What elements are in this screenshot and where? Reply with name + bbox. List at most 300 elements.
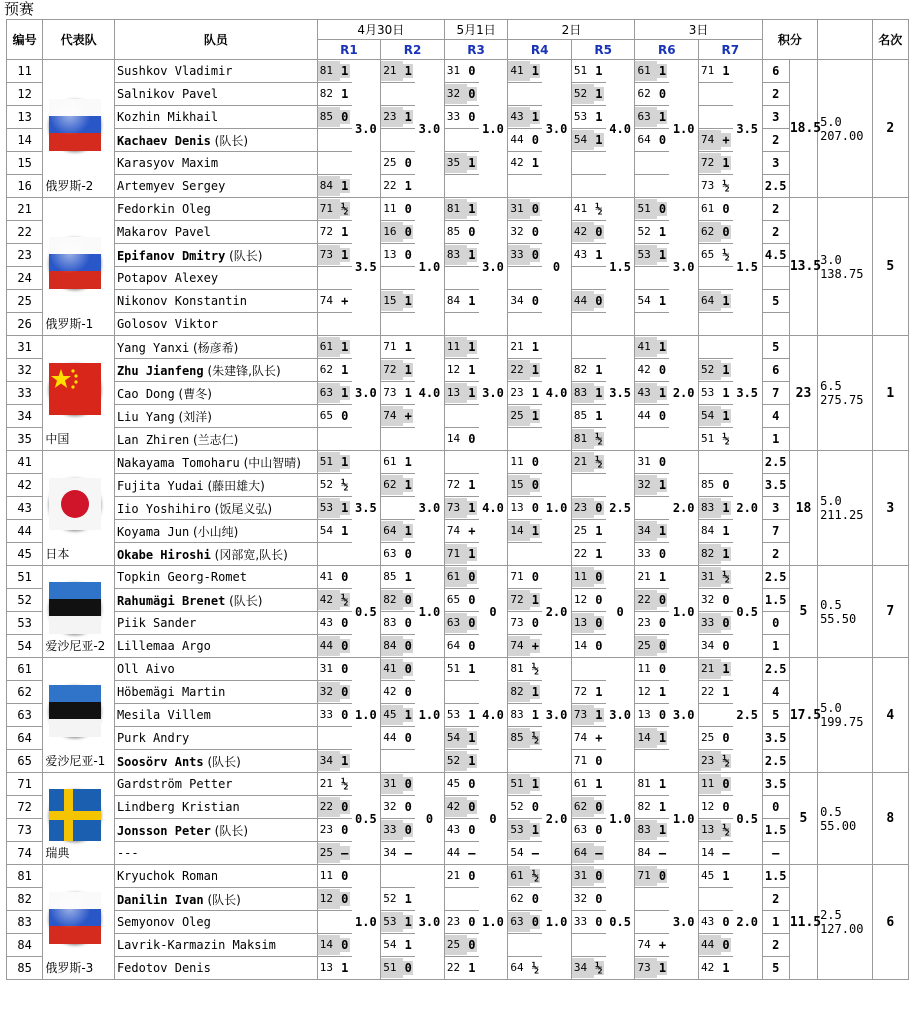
game-cell-r7 [699,819,733,842]
game-result: 1 [531,386,539,400]
player-row [7,244,909,267]
game-cell-r4 [508,612,542,635]
game-cell-r1 [317,658,351,681]
player-name-text: Artemyev Sergey [116,179,226,193]
opponent-number: 14 [635,728,657,748]
game-cell-r5 [571,152,605,175]
game-result: 0 [722,800,730,814]
player-name [114,336,317,359]
opponent-number: 41 [573,202,588,215]
game-cell-r4 [508,658,542,681]
game-cell-r2 [381,957,415,980]
game-result: + [404,409,412,423]
team-cell [43,336,115,451]
game-cell-r2 [381,750,415,773]
player-number: 26 [7,313,43,336]
player-points: 2 [762,221,789,244]
tiebreak-2: 275.75 [820,393,864,407]
game-result: 0 [468,616,476,630]
game-cell-r4 [508,566,542,589]
game-cell-r2 [381,658,415,681]
game-cell-r3 [444,244,478,267]
game-result: 0 [658,409,667,423]
player-name-text: Höbemägi Martin [116,685,226,699]
team-name: 俄罗斯-2 [45,178,94,193]
opponent-number: 12 [446,363,461,376]
player-name [114,612,317,635]
opponent-number: 71 [635,866,657,886]
game-cell-r2 [381,796,415,819]
opponent-number: 31 [508,199,530,219]
opponent-number: 71 [383,340,397,353]
team-rank: 5 [872,198,908,336]
opponent-number: 85 [383,570,397,583]
game-cell-r6 [635,198,669,221]
game-result: + [658,938,667,952]
opponent-number: 74 [699,130,721,150]
player-name [114,635,317,658]
game-result: 1 [341,501,349,515]
player-points: 5 [762,957,789,980]
game-cell-r1 [317,106,351,129]
game-cell-r6 [635,796,669,819]
game-result: 1 [404,915,412,929]
opponent-number: 42 [510,156,524,169]
game-cell-r5 [571,221,605,244]
game-cell-r4 [508,267,542,290]
player-row [7,451,909,474]
game-cell-r3 [444,911,478,934]
opponent-number: 11 [383,202,397,215]
game-cell-r3 [444,451,478,474]
opponent-number: 22 [508,360,530,380]
game-cell-r2 [381,290,415,313]
team-rank: 1 [872,336,908,451]
opponent-number: 22 [446,961,461,974]
opponent-number: 33 [573,915,588,928]
game-cell-r3 [444,681,478,704]
game-cell-r4 [508,60,542,83]
player-points: 6 [762,359,789,382]
game-cell-r2 [381,543,415,566]
game-cell-r3 [444,612,478,635]
game-cell-r1 [317,382,351,405]
opponent-number: 84 [701,524,715,537]
opponent-number: 72 [573,685,588,698]
player-name [114,704,317,727]
opponent-number: 22 [383,179,397,192]
round-team-total: 0.5 [733,566,762,658]
game-cell-r2 [381,428,415,451]
round-team-total: 2.5 [606,451,635,566]
player-number: 81 [7,865,43,888]
game-result: ½ [531,961,539,975]
game-cell-r1 [317,497,351,520]
game-cell-r4 [508,106,542,129]
opponent-number: 65 [319,409,333,422]
round-team-total: 3.0 [542,60,571,198]
player-row [7,428,909,451]
round-header-4: R4 [508,40,572,60]
game-result: 1 [468,754,476,768]
game-result: 1 [658,64,667,78]
player-points: 2 [762,888,789,911]
opponent-number: 32 [701,593,715,606]
game-cell-r3 [444,313,478,336]
tiebreak-cell [818,336,872,451]
game-cell-r5 [571,198,605,221]
opponent-number: 16 [381,222,403,242]
player-number: 11 [7,60,43,83]
opponent-number: 15 [381,291,403,311]
player-name-text: Jonsson Peter [116,823,211,838]
game-cell-r6 [635,635,669,658]
game-result: 0 [468,570,476,584]
round-team-total: 1.0 [415,658,444,773]
round-team-total: 1.0 [669,60,698,198]
game-result: 1 [595,685,603,699]
opponent-number: 42 [445,797,467,817]
player-name [114,543,317,566]
opponent-number: 33 [637,547,651,560]
opponent-number: 53 [446,708,461,721]
opponent-number: 71 [701,64,715,77]
opponent-number: 84 [637,846,651,859]
game-result: 1 [595,524,603,538]
player-name [114,727,317,750]
player-name [114,152,317,175]
game-cell-r7 [699,727,733,750]
player-points: 7 [762,520,789,543]
player-row [7,727,909,750]
round-team-total: 3.0 [352,336,381,451]
player-number: 15 [7,152,43,175]
opponent-number: 25 [445,935,467,955]
player-row [7,267,909,290]
game-cell-r1 [317,819,351,842]
game-cell-r7 [699,198,733,221]
player-name-text: Danilin Ivan [116,892,204,907]
round-team-total: 1.5 [606,198,635,336]
header-player: 队员 [114,20,317,60]
player-name [114,957,317,980]
game-result: + [531,639,539,653]
team-points: 13.5 [789,198,817,336]
game-cell-r5 [571,129,605,152]
player-row [7,497,909,520]
opponent-number: 31 [381,774,403,794]
game-cell-r6 [635,566,669,589]
player-row [7,635,909,658]
game-cell-r6 [635,727,669,750]
round-team-total: 0 [415,773,444,865]
game-cell-r3 [444,60,478,83]
game-cell-r7 [699,911,733,934]
game-cell-r7 [699,612,733,635]
player-name [114,796,317,819]
flag-icon-russia [49,237,101,289]
opponent-number: 13 [319,961,333,974]
game-result: 1 [404,340,412,354]
game-cell-r4 [508,727,542,750]
opponent-number: 85 [318,107,340,127]
opponent-number: 44 [510,133,524,146]
opponent-number: 51 [635,199,657,219]
game-result: 0 [404,685,412,699]
round-team-total: 4.0 [415,336,444,451]
player-number: 62 [7,681,43,704]
game-cell-r2 [381,888,415,911]
game-result: 0 [468,915,476,929]
round-team-total: 2.5 [733,658,762,773]
game-cell-r1 [317,474,351,497]
game-cell-r4 [508,888,542,911]
opponent-number: 43 [446,823,461,836]
opponent-number: 85 [508,728,530,748]
game-cell-r7 [699,244,733,267]
opponent-number: 21 [319,777,333,790]
round-team-total: 1.0 [542,451,571,566]
game-cell-r1 [317,957,351,980]
player-name [114,451,317,474]
game-cell-r2 [381,566,415,589]
player-number: 65 [7,750,43,773]
player-number: 84 [7,934,43,957]
team-name: 瑞典 [45,845,70,860]
game-cell-r6 [635,957,669,980]
game-result: 0 [595,892,603,906]
round-team-total: 3.5 [352,198,381,336]
game-result: 1 [341,363,349,377]
opponent-number: 44 [383,731,397,744]
game-result: 1 [468,386,476,400]
player-name-text: Lindberg Kristian [116,800,240,814]
opponent-number: 43 [573,248,588,261]
game-cell-r7 [699,83,733,106]
player-row [7,589,909,612]
game-cell-r6 [635,152,669,175]
opponent-number: 33 [319,708,333,721]
game-result: 1 [468,202,476,216]
player-points: 2.5 [762,750,789,773]
game-cell-r7 [699,681,733,704]
game-cell-r5 [571,911,605,934]
game-result: 0 [341,110,349,124]
player-name-text: --- [116,846,139,860]
game-result: 0 [404,225,412,239]
player-name [114,405,317,428]
opponent-number: 63 [318,383,340,403]
opponent-number: 74 [637,938,651,951]
opponent-number: 73 [701,179,715,192]
player-name [114,175,317,198]
game-result: 0 [658,869,667,883]
game-result: 0 [468,869,476,883]
game-cell-r5 [571,773,605,796]
opponent-number: 82 [508,682,530,702]
game-cell-r3 [444,428,478,451]
round-team-total: 2.0 [542,773,571,865]
header-date-2: 5月1日 [444,20,508,40]
game-result: ½ [531,869,539,883]
player-number: 43 [7,497,43,520]
player-name-note: (藤田雄大) [203,478,265,493]
tiebreak-1: 0.5 [820,597,842,612]
game-result: 1 [404,363,412,377]
player-name-note: (队长) [210,133,249,148]
game-result: ½ [722,570,730,584]
game-result: 1 [722,869,730,883]
team-points: 18 [789,451,817,566]
player-name-note: (杨彦希) [189,340,239,355]
tiebreak-cell [818,658,872,773]
player-name [114,474,317,497]
game-result: 0 [658,547,667,561]
player-name-text: Gardström Petter [116,777,233,791]
game-cell-r5 [571,635,605,658]
player-name-text: Iio Yoshihiro [116,501,211,516]
opponent-number: 83 [445,245,467,265]
opponent-number: 23 [319,823,333,836]
game-result: 1 [468,547,476,561]
opponent-number: 62 [381,475,403,495]
game-result: 1 [722,685,730,699]
game-cell-r3 [444,129,478,152]
opponent-number: 74 [508,636,530,656]
game-cell-r2 [381,451,415,474]
game-result: ½ [531,662,539,676]
round-team-total: 2.0 [542,566,571,658]
game-cell-r3 [444,566,478,589]
opponent-number: 53 [635,245,657,265]
game-cell-r3 [444,704,478,727]
opponent-number: 74 [381,406,403,426]
game-cell-r5 [571,175,605,198]
player-points: 3.5 [762,474,789,497]
opponent-number: 11 [637,662,651,675]
flag-icon-sweden [49,789,101,841]
opponent-number: 23 [446,915,461,928]
game-cell-r3 [444,267,478,290]
player-name [114,566,317,589]
opponent-number: 14 [573,639,588,652]
opponent-number: 62 [572,797,594,817]
game-cell-r6 [635,106,669,129]
game-cell-r4 [508,796,542,819]
game-result: 0 [404,662,412,676]
player-row [7,888,909,911]
game-result: 1 [404,570,412,584]
game-cell-r4 [508,129,542,152]
opponent-number: 32 [510,225,524,238]
game-result: 0 [531,800,539,814]
game-cell-r7 [699,957,733,980]
opponent-number: 22 [635,590,657,610]
player-name-note: (队长) [203,892,241,907]
game-cell-r1 [317,221,351,244]
player-name-text: Nikonov Konstantin [116,294,247,308]
round-header-7: R7 [699,40,763,60]
opponent-number: 73 [635,958,657,978]
game-cell-r4 [508,359,542,382]
game-result: 1 [404,179,412,193]
game-cell-r7 [699,428,733,451]
player-row [7,474,909,497]
opponent-number: 31 [446,64,461,77]
player-name-text: Kozhin Mikhail [116,110,219,124]
game-cell-r2 [381,198,415,221]
game-result: 0 [404,202,412,216]
player-name-text: Koyama Jun [116,524,190,539]
opponent-number: 84 [446,294,461,307]
opponent-number: 13 [637,708,651,721]
opponent-number: 12 [318,889,340,909]
game-result: 1 [468,294,476,308]
game-cell-r1 [317,405,351,428]
player-points: 3 [762,497,789,520]
round-team-total: 4.0 [479,451,508,566]
tiebreak-2: 127.00 [820,922,864,936]
opponent-number: 21 [699,659,721,679]
player-row [7,83,909,106]
game-result: 0 [404,823,412,837]
player-row [7,382,909,405]
round-header-2: R2 [381,40,445,60]
player-name-note: (朱建锋,队长) [203,363,281,378]
game-cell-r2 [381,520,415,543]
opponent-number: 71 [445,544,467,564]
game-result: ½ [341,202,349,216]
game-cell-r6 [635,888,669,911]
game-result: 0 [531,455,539,469]
player-name [114,382,317,405]
game-cell-r6 [635,911,669,934]
game-cell-r5 [571,612,605,635]
game-result: – [595,846,603,860]
opponent-number: 82 [319,87,333,100]
player-name-text: Golosov Viktor [116,317,219,331]
opponent-number: 32 [635,475,657,495]
game-result: 1 [468,340,476,354]
opponent-number: 44 [318,636,340,656]
game-result: 0 [658,202,667,216]
opponent-number: 54 [319,524,333,537]
game-result: + [468,524,476,538]
game-cell-r4 [508,819,542,842]
player-number: 42 [7,474,43,497]
game-result: 1 [468,708,476,722]
game-cell-r5 [571,888,605,911]
team-cell [43,773,115,865]
game-result: 1 [722,363,730,377]
game-cell-r3 [444,359,478,382]
tiebreak-1: 3.0 [820,252,842,267]
game-cell-r5 [571,359,605,382]
game-cell-r1 [317,244,351,267]
opponent-number: 73 [445,498,467,518]
game-cell-r1 [317,83,351,106]
round-team-total: 0.5 [733,773,762,865]
opponent-number: 25 [383,156,397,169]
game-cell-r6 [635,819,669,842]
player-row [7,520,909,543]
opponent-number: 14 [446,432,461,445]
player-row [7,175,909,198]
opponent-number: 42 [701,961,715,974]
game-cell-r5 [571,796,605,819]
player-points: 3 [762,106,789,129]
game-result: ½ [341,478,349,492]
